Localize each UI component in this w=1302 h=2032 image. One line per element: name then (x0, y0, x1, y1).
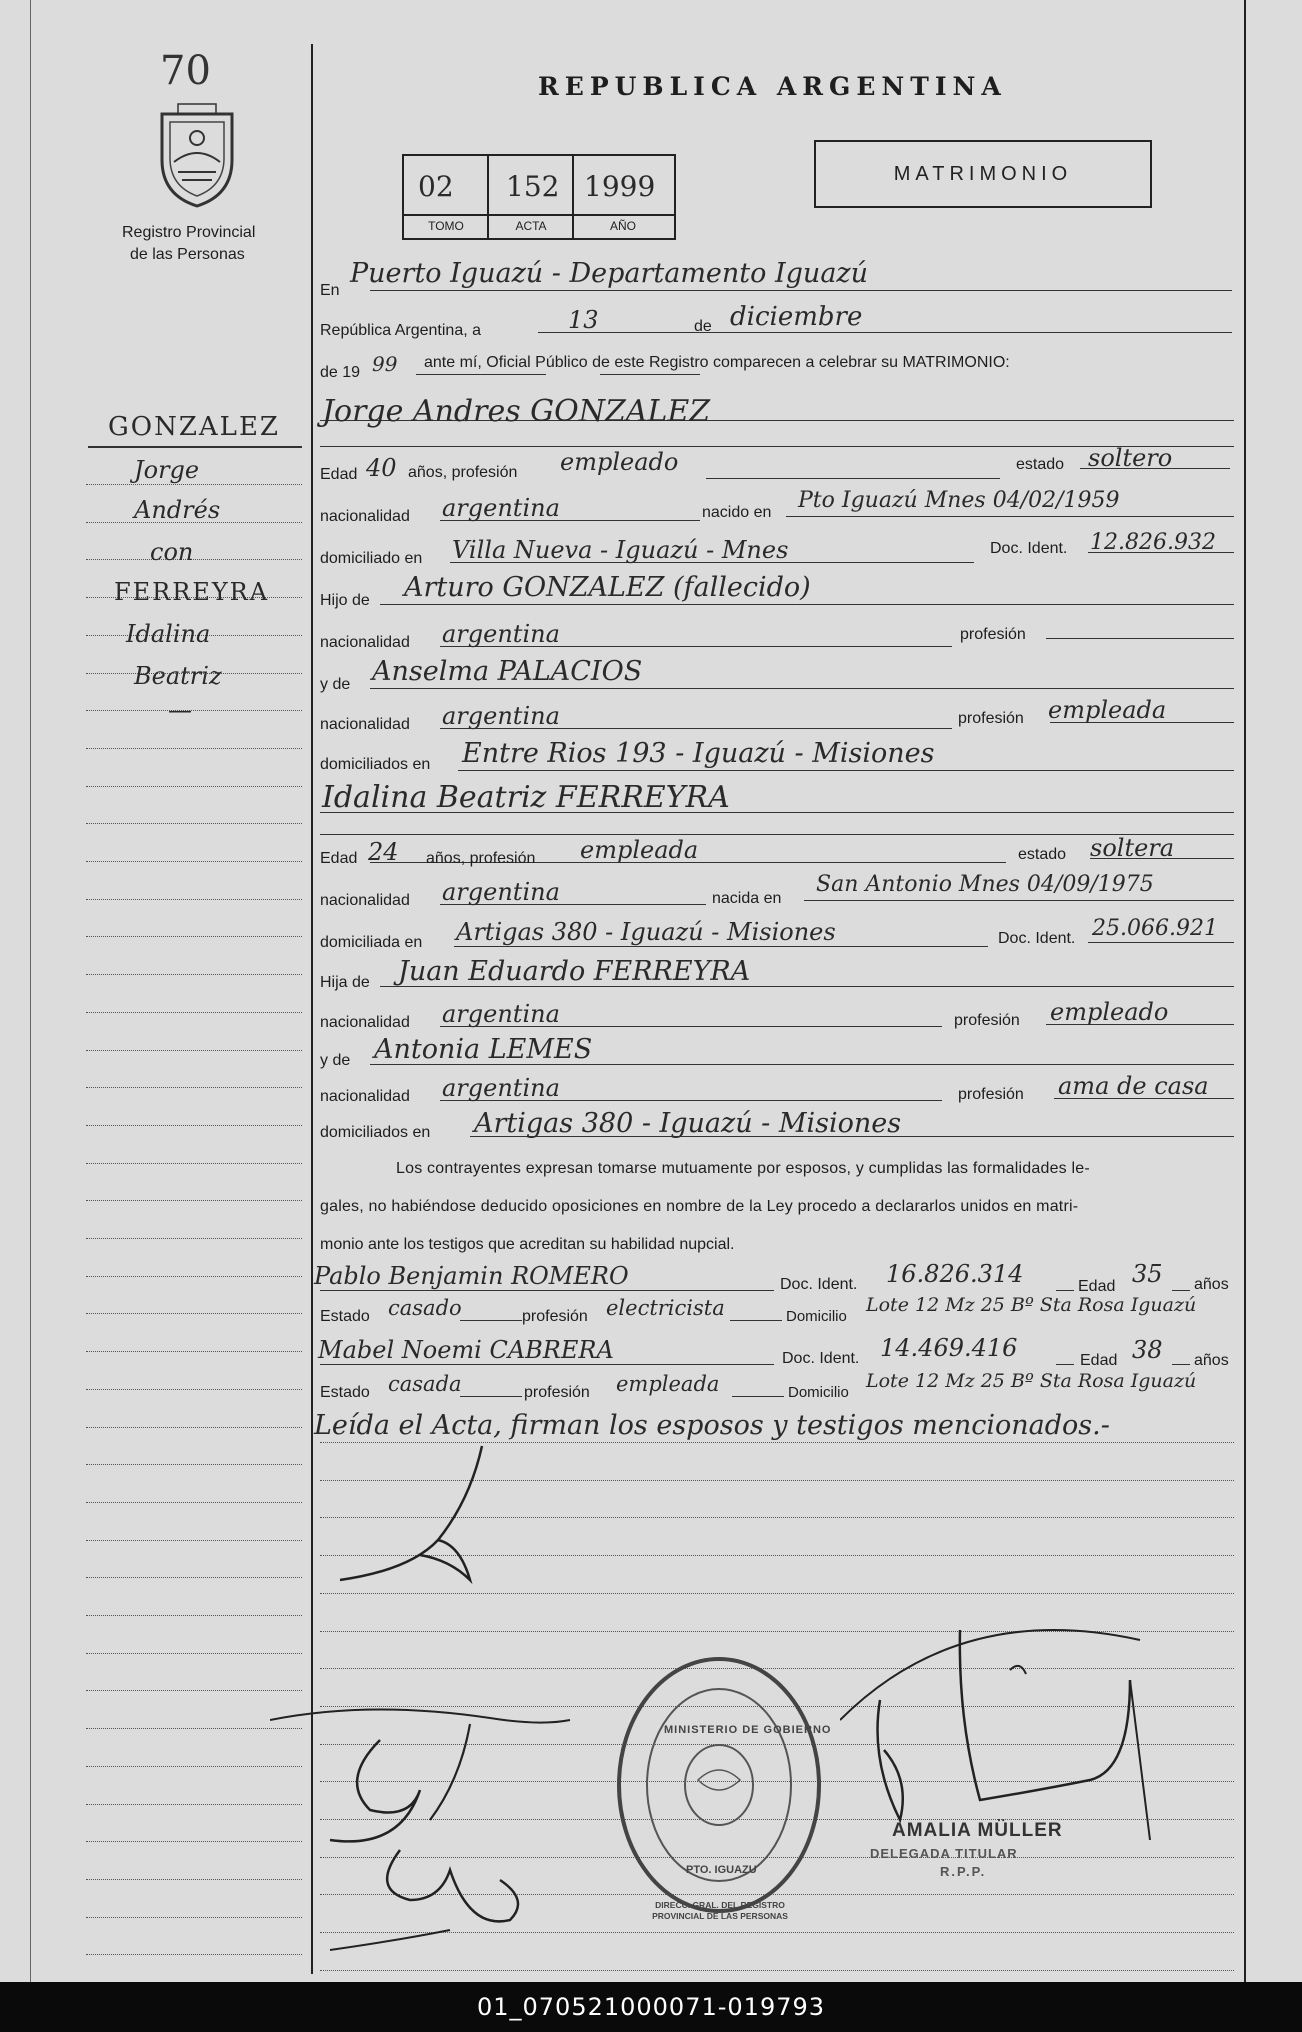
body-rule (786, 516, 1234, 517)
body-rule (1056, 1290, 1074, 1291)
margin-line (86, 559, 302, 560)
margin-line (86, 1653, 302, 1654)
bride-status: soltera (1090, 834, 1175, 862)
body-rule (454, 946, 988, 947)
declaration-line1: Los contrayentes expresan tomarse mutuamente por esposos, y cumplidas las formalidades le- (396, 1160, 1090, 1177)
groom-name: Jorge Andres GONZALEZ (322, 394, 711, 429)
page-number: 70 (160, 48, 211, 94)
body-rule (730, 1320, 782, 1321)
tomo-label: TOMO (428, 219, 464, 233)
right-border (1244, 0, 1246, 1982)
groom-parents-address: Entre Rios 193 - Iguazú - Misiones (462, 738, 935, 769)
body-rule (320, 1364, 774, 1365)
closing-statement: Leída el Acta, firman los esposos y testigos mencionados.- (314, 1410, 1110, 1441)
margin-line (86, 899, 302, 900)
groom-mother: Anselma PALACIOS (372, 656, 643, 687)
label-en: En (320, 282, 340, 299)
acta-value: 152 (506, 170, 560, 203)
body-dotted-rule (320, 1970, 1234, 1971)
label-comparecen: ante mí, Oficial Público de este Registro comparecen a celebrar su MATRIMONIO: (424, 354, 1010, 371)
witness1-age: 35 (1132, 1260, 1163, 1288)
official-title: DELEGADA TITULAR (870, 1846, 1018, 1861)
bride-name: Idalina Beatriz FERREYRA (322, 780, 730, 815)
witness2-address: Lote 12 Mz 25 Bº Sta Rosa Iguazú (866, 1370, 1197, 1392)
witness1-status: casado (388, 1296, 462, 1320)
groom-birth: Pto Iguazú Mnes 04/02/1959 (798, 488, 1120, 513)
binding-line (30, 0, 31, 1982)
body-rule (1056, 1364, 1074, 1365)
body-rule (732, 1396, 784, 1397)
margin-line (86, 1087, 302, 1088)
bride-profession: empleada (580, 836, 699, 864)
body-rule (1046, 638, 1234, 639)
margin-line (86, 1690, 302, 1691)
label-republica: República Argentina, a (320, 322, 481, 339)
margin-line (86, 823, 302, 824)
bride-father-nationality: argentina (442, 1000, 560, 1028)
margin-divider (311, 44, 313, 1974)
body-rule (458, 770, 1234, 771)
witness1-address: Lote 12 Mz 25 Bº Sta Rosa Iguazú (866, 1294, 1197, 1316)
margin-dash: — (168, 696, 192, 724)
stamp-ring-text: DIRECC. GRAL. DEL REGISTRO PROVINCIAL DE LAS PERSONAS (652, 1900, 788, 1921)
margin-firstname-bride: Idalina (126, 620, 211, 648)
groom-signature (320, 1440, 520, 1590)
margin-con: con (150, 538, 194, 566)
body-rule (1172, 1290, 1190, 1291)
body-rule (320, 1290, 774, 1291)
groom-doc: 12.826.932 (1090, 530, 1216, 555)
margin-line (86, 1050, 302, 1051)
margin-line (86, 1163, 302, 1164)
margin-line (86, 1540, 302, 1541)
acta-label: ACTA (515, 219, 547, 233)
margin-line (86, 786, 302, 787)
official-office: R.P.P. (940, 1864, 987, 1879)
bride-mother-nationality: argentina (442, 1074, 560, 1102)
groom-mother-profession: empleada (1048, 696, 1167, 724)
margin-line (86, 1351, 302, 1352)
bride-father-profession: empleado (1050, 998, 1169, 1026)
act-type-label: MATRIMONIO (893, 163, 1073, 185)
body-rule (1088, 942, 1234, 943)
official-name: AMALIA MÜLLER (892, 1820, 1063, 1841)
label-de19: de 19 (320, 364, 361, 381)
act-type-box (814, 140, 1152, 208)
registry-line2: de las Personas (130, 246, 245, 263)
body-rule (416, 374, 546, 375)
declaration-line3: monio ante los testigos que acreditan su habilidad nupcial. (320, 1236, 735, 1253)
marriage-city: Puerto Iguazú - Departamento Iguazú (350, 258, 869, 289)
witness2-status: casada (388, 1372, 462, 1396)
declaration-line2: gales, no habiéndose deducido oposiciones en nombre de la Ley procedo a declararlos unidos en matri- (320, 1198, 1079, 1215)
body-rule (1172, 1364, 1190, 1365)
body-rule (380, 604, 1234, 605)
ano-value: 1999 (584, 170, 656, 203)
margin-line (86, 1125, 302, 1126)
margin-line (86, 1615, 302, 1616)
stamp-inner-text: MINISTERIO DE GOBIERNO (664, 1724, 832, 1736)
margin-line (86, 1427, 302, 1428)
margin-line (86, 936, 302, 937)
witness1-profession: electricista (606, 1296, 725, 1320)
marriage-day: 13 (568, 306, 599, 334)
margin-line (86, 1012, 302, 1013)
bride-birth: San Antonio Mnes 04/09/1975 (816, 872, 1154, 897)
stamp-bottom-text: PTO. IGUAZU (686, 1864, 757, 1876)
groom-profession: empleado (560, 448, 679, 476)
body-rule (736, 332, 1232, 333)
margin-middlename-bride: Beatriz (134, 662, 222, 690)
bride-mother: Antonia LEMES (374, 1034, 593, 1065)
witness2-profession: empleada (616, 1372, 720, 1396)
bride-mother-profession: ama de casa (1058, 1072, 1209, 1100)
witness1-name: Pablo Benjamin ROMERO (314, 1262, 629, 1290)
margin-line (86, 861, 302, 862)
groom-age: 40 (366, 454, 397, 482)
margin-line (86, 1577, 302, 1578)
bride-age: 24 (368, 838, 399, 866)
bride-father: Juan Eduardo FERREYRA (398, 956, 751, 987)
bride-signature (270, 1700, 590, 1960)
bride-parents-address: Artigas 380 - Iguazú - Misiones (474, 1108, 902, 1139)
witness2-name: Mabel Noemi CABRERA (318, 1336, 614, 1364)
groom-status: soltero (1088, 444, 1173, 472)
bride-doc: 25.066.921 (1092, 916, 1218, 941)
ano-label: AÑO (609, 219, 636, 233)
groom-mother-nationality: argentina (442, 702, 560, 730)
margin-line (86, 1200, 302, 1201)
body-rule (370, 290, 1232, 291)
margin-line (86, 1276, 302, 1277)
marriage-month: diciembre (730, 302, 863, 332)
provincial-seal-icon (152, 100, 242, 210)
label-de: de (694, 318, 712, 335)
body-rule (706, 478, 1000, 479)
body-rule (600, 374, 700, 375)
margin-line (86, 748, 302, 749)
margin-firstname-groom: Jorge (134, 456, 200, 484)
margin-line (86, 1389, 302, 1390)
bride-nationality: argentina (442, 878, 560, 906)
witness1-doc: 16.826.314 (886, 1260, 1024, 1288)
margin-line (86, 1313, 302, 1314)
marriage-year: 99 (372, 352, 398, 376)
margin-surname-groom: GONZALEZ (108, 412, 280, 442)
body-rule (804, 900, 1234, 901)
body-rule (460, 1396, 522, 1397)
groom-address: Villa Nueva - Iguazú - Mnes (452, 536, 789, 564)
bride-address: Artigas 380 - Iguazú - Misiones (456, 918, 836, 946)
body-rule (460, 1320, 522, 1321)
witness2-doc: 14.469.416 (880, 1334, 1018, 1362)
registry-line1: Registro Provincial (122, 224, 256, 241)
margin-line (86, 710, 302, 711)
image-id-footer: 01_070521000071-019793 (0, 1982, 1302, 2032)
margin-line (86, 484, 302, 485)
tomo-value: 02 (418, 170, 454, 203)
margin-line (86, 974, 302, 975)
country-title: REPUBLICA ARGENTINA (538, 72, 1007, 101)
groom-father: Arturo GONZALEZ (fallecido) (404, 572, 811, 603)
margin-surname-bride: FERREYRA (114, 578, 270, 606)
body-dotted-rule (320, 1593, 1234, 1594)
margin-top-rule (88, 446, 302, 448)
witness2-age: 38 (1132, 1336, 1163, 1364)
body-rule (370, 688, 1234, 689)
official-stamp-icon (612, 1650, 826, 1920)
document-page: 70 Registro Provincial de las Personas GONZALEZ Jorge Andrés con FERREYRA Idalina Beatriz — REPUBLICA ARGENTINA 02 152 1999 TOMO ACTA AÑO MATRIMONIO En Puerto Iguazú - Departamento Iguazú República Argentina, a 13 de diciembre de 19 99 ante mí, Oficial Público de este Registro comparecen a celebrar su MATRIMONIO: Jorge Andres GONZALEZ Edad 40 años, profesión empleado estado soltero nacionalidad argentina nacido en Pto Iguazú Mnes 04/02/1959 domiciliado en Villa Nueva - Iguazú - Mnes Doc. Ident. 12.826.932 Hijo de Arturo GONZALEZ (fallecido) nacionalidad argentina profesión y de Anselma PALACIOS nacionalidad argentina profesión empleada domiciliados en Entre Rios 193 - Iguazú - Misiones Idalina Beatriz FERREYRA Edad 24 años, profesión empleada estado soltera nacionalidad argentina nacida en San Antonio Mnes 04/09/1975 domiciliada en Artigas 380 - Iguazú - Misiones Doc. Ident. 25.066.921 Hija de Juan Eduardo FERREYRA nacionalidad argentina profesión empleado y de Antonia LEMES nacionalidad argentina profesión ama de casa domiciliados en Artigas 380 - Iguazú - Misiones Los contrayentes expresan tomarse mutuamente por esposos, y cumplidas las formalidades le- gales, no habiéndose deducido oposiciones en nombre de la Ley procedo a declararlos unidos en matri- monio ante los testigos que acreditan su habilidad nupcial. Pablo Benjamin ROMERO Doc. Ident. 16.826.314 Edad 35 años Estado casado profesión electricista Domicilio Lote 12 Mz 25 Bº Sta Rosa Iguazú Mabel Noemi CABRERA Doc. Ident. 14.469.416 Edad 38 años Estado casada profesión empleada Domicilio Lote 12 Mz 25 Bº Sta Rosa Iguazú Leída el Acta, firman los esposos y testigos mencionados.- MINISTERIO DE GOBIERNO PTO. IGUAZU DIRECC. GRAL. DEL REGISTRO PROVINCIAL DE LAS PERSONAS AMALIA MÜLLER DELEGADA TITULAR R.P.P. (0, 0, 1302, 1982)
margin-line (86, 1464, 302, 1465)
margin-line (86, 1502, 302, 1503)
margin-middlename-groom: Andrés (134, 496, 221, 524)
groom-father-nationality: argentina (442, 620, 560, 648)
groom-nationality: argentina (442, 494, 560, 522)
margin-line (86, 1238, 302, 1239)
